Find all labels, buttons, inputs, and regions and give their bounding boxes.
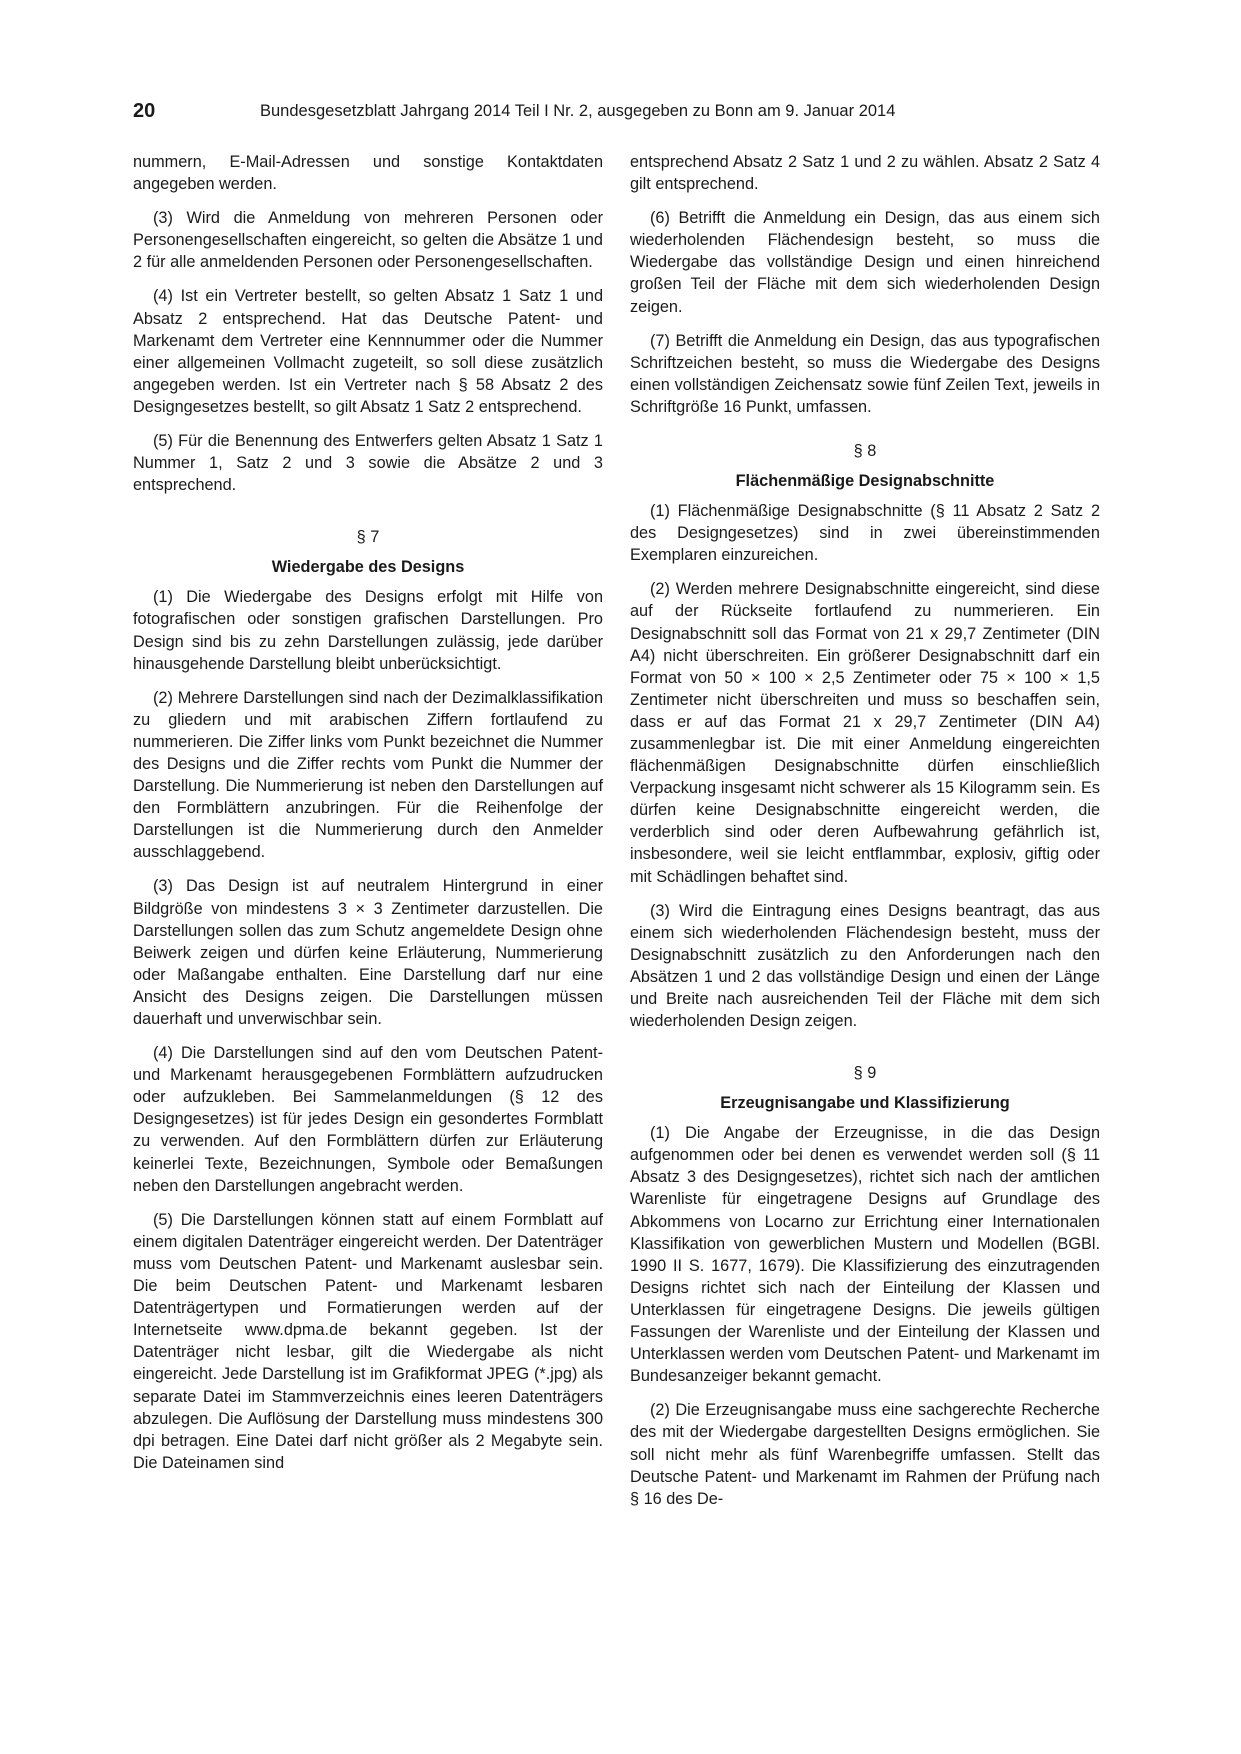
paragraph: (2) Werden mehrere Designabschnitte eingereicht, sind diese auf der Rückseite fortlaufend zu nummerieren. Ein Designabschnitt soll das Format von 21 x 29,7 Zentimeter (DIN A4) nicht überschreiten. Ein größerer Designabschnitt darf ein Format von 50 × 100 × 2,5 Zentimeter oder 75 × 100 × 1,5 Zentimeter nicht überschreiten und muss so beschaffen sein, dass er auf das Format 21 x 29,7 Zentimeter (DIN A4) zusammenlegbar ist. Die mit einer Anmeldung eingereichten flächenmäßigen Designabschnitte dürfen einschließlich Verpackung insgesamt nicht schwerer als 15 Kilogramm sein. Es dürfen keine Designabschnitte eingereicht werden, die verderblich sind oder deren Aufbewahrung gefährlich ist, insbesondere, weil sie leicht entflammbar, explosiv, giftig oder mit Schädlingen behaftet sind. [630,580,1100,886]
section-title: Erzeugnisangabe und Klassifizierung [720,1094,1010,1113]
paragraph: (4) Die Darstellungen sind auf den vom Deutschen Patent- und Markenamt herausgegebenen Formblättern aufzudrucken oder aufzukleben. Bei Sammelanmeldungen (§ 12 des Designgesetzes) ist für jedes Design ein gesondertes Formblatt zu verwenden. Auf den Formblättern dürfen zur Erläuterung keinerlei Texte, Bezeichnungen, Symbole oder Bemaßungen neben den Darstellungen angebracht werden. [133,1044,603,1195]
paragraph: (1) Die Wiedergabe des Designs erfolgt mit Hilfe von fotografischen oder sonstigen grafischen Darstellungen. Pro Design sind bis zu zehn Darstellungen zulässig, jede darüber hinausgehende Darstellung bleibt unberücksichtigt. [133,588,603,673]
section-number: § 9 [853,1064,877,1083]
paragraph: (1) Flächenmäßige Designabschnitte (§ 11 Absatz 2 Satz 2 des Designgesetzes) sind in zwei übereinstimmenden Exemplaren einzureichen. [630,502,1100,565]
section-number: § 8 [853,442,877,461]
paragraph: nummern, E-Mail-Adressen und sonstige Kontaktdaten angegeben werden. [133,153,603,194]
right-column [630,151,1100,1522]
page-header [133,100,1108,130]
left-column [133,151,603,1486]
paragraph: (7) Betrifft die Anmeldung ein Design, das aus typografischen Schriftzeichen besteht, so muss die Wiedergabe des Designs einen vollständigen Zeichensatz sowie fünf Zeilen Text, jeweils in Schriftgröße 16 Punkt, umfassen. [630,331,1100,416]
paragraph: (1) Die Angabe der Erzeugnisse, in die das Design aufgenommen oder bei denen es verwendet werden soll (§ 11 Absatz 3 des Designgesetzes), richtet sich nach der amtlichen Warenliste für eingetragene Designs auf Grundlage des Abkommens von Locarno zur Errichtung einer Internationalen Klassifikation von gewerblichen Mustern und Modellen (BGBl. 1990 II S. 1677, 1679). Die Klassifizierung des einzutragenden Designs richtet sich nach der Einteilung der Klassen und Unterklassen für eingetragene Designs. Die jeweils gültigen Fassungen der Warenliste und der Einteilung der Klassen und Unterklassen werden vom Deutschen Patent- und Markenamt im Bundesanzeiger bekannt gemacht. [630,1124,1100,1386]
section-title: Flächenmäßige Designabschnitte [735,472,995,491]
section-number: § 7 [356,528,380,547]
paragraph: (2) Die Erzeugnisangabe muss eine sachgerechte Recherche des mit der Wiedergabe dargestellten Designs ermöglichen. Sie soll nicht mehr als fünf Warenbegriffe umfassen. Stellt das Deutsche Patent- und Markenamt im Rahmen der Prüfung nach § 16 des De- [630,1401,1100,1508]
page-number: 20 [133,100,156,122]
paragraph: (5) Die Darstellungen können statt auf einem Formblatt auf einem digitalen Datenträger eingereicht werden. Der Datenträger muss vom Deutschen Patent- und Markenamt auslesbar sein. Die beim Deutschen Patent- und Markenamt lesbaren Datenträgertypen und Formatierungen werden auf der Internetseite www.dpma.de bekannt gegeben. Ist der Datenträger nicht lesbar, gilt die Wiedergabe als nicht eingereicht. Jede Darstellung ist im Grafikformat JPEG (*.jpg) als separate Datei im Stammverzeichnis eines leeren Datenträgers abzulegen. Die Auflösung der Darstellung muss mindestens 300 dpi betragen. Eine Datei darf nicht größer als 2 Megabyte sein. Die Dateinamen sind [133,1210,603,1472]
paragraph: (2) Mehrere Darstellungen sind nach der Dezimalklassifikation zu gliedern und mit arabischen Ziffern fortlaufend zu nummerieren. Die Ziffer links vom Punkt bezeichnet die Nummer des Designs und die Ziffer rechts vom Punkt die Nummer der Darstellung. Die Nummerierung ist neben den Darstellungen auf den Formblättern anzubringen. Für die Reihenfolge der Darstellungen ist die Nummerierung durch den Anmelder ausschlaggebend. [133,688,603,862]
paragraph: (6) Betrifft die Anmeldung ein Design, das aus einem sich wiederholenden Flächendesign besteht, so muss die Wiedergabe das vollständige Design und einen hinreichend großen Teil der Fläche mit dem sich wiederholenden Design zeigen. [630,209,1100,316]
paragraph: (3) Das Design ist auf neutralem Hintergrund in einer Bildgröße von mindestens 3 × 3 Zentimeter darzustellen. Die Darstellungen sollen das zum Schutz angemeldete Design ohne Beiwerk zeigen und dürfen keine Erläuterung, Nummerierung oder Maßangabe enthalten. Eine Darstellung darf nur eine Ansicht des Designs zeigen. Die Darstellungen müssen dauerhaft und unverwischbar sein. [133,877,603,1028]
paragraph: entsprechend Absatz 2 Satz 1 und 2 zu wählen. Absatz 2 Satz 4 gilt entsprechend. [630,153,1100,194]
paragraph: (4) Ist ein Vertreter bestellt, so gelten Absatz 1 Satz 1 und Absatz 2 entsprechend. Hat das Deutsche Patent- und Markenamt dem Vertreter eine Kennnummer oder die Nummer einer allgemeinen Vollmacht zugeteilt, so soll diese zusätzlich angegeben werden. Ist ein Vertreter nach § 58 Absatz 2 des Designgesetzes bestellt, so gilt Absatz 1 Satz 2 entsprechend. [133,287,603,416]
section-title: Wiedergabe des Designs [271,558,465,577]
paragraph: (3) Wird die Anmeldung von mehreren Personen oder Personengesellschaften eingereicht, so gelten die Absätze 1 und 2 für alle anmeldenden Personen oder Personengesellschaften. [133,209,603,272]
paragraph: (5) Für die Benennung des Entwerfers gelten Absatz 1 Satz 1 Nummer 1, Satz 2 und 3 sowie die Absätze 2 und 3 entsprechend. [133,432,603,495]
running-title: Bundesgesetzblatt Jahrgang 2014 Teil I Nr. 2, ausgegeben zu Bonn am 9. Januar 2014 [260,102,896,120]
paragraph: (3) Wird die Eintragung eines Designs beantragt, das aus einem sich wiederholenden Flächendesign besteht, muss der Designabschnitt zusätzlich zu den Anforderungen nach den Absätzen 1 und 2 das vollständige Design und einen der Länge und Breite nach ausreichenden Teil der Fläche mit dem sich wiederholenden Design zeigen. [630,901,1100,1031]
